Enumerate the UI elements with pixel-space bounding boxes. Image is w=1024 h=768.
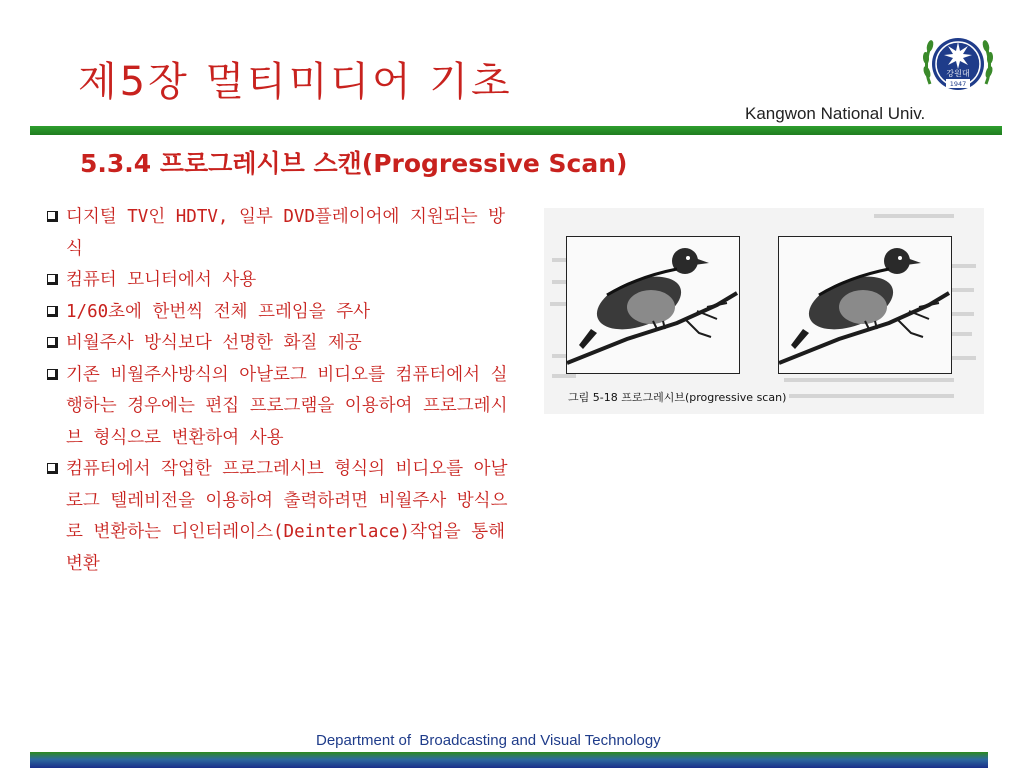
frame-panel-right [778,236,952,374]
checkbox-bullet-icon [47,274,58,285]
checkbox-bullet-icon [47,463,58,474]
checkbox-bullet-icon [47,211,58,222]
list-item [44,454,514,580]
list-item [44,202,514,265]
list-item [44,328,514,360]
footer-bar [30,752,988,768]
university-name: Kangwon National Univ. [745,104,926,123]
header-divider [30,126,1002,135]
department-footer: Department of Broadcasting and Visual Technology [316,732,661,749]
list-item [44,265,514,297]
logo-year: 1947 [949,80,967,88]
bullet-text: 기존 비월주사방식의 아날로그 비디오를 컴퓨터에서 실행하는 경우에는 편집 프로그램을 이용하여 프로그레시브 형식으로 변환하여 사용 [66,364,508,448]
frame-panel-left [566,236,740,374]
logo-name: 강원대 [946,69,970,78]
figure-caption: 그림 5-18 프로그레시브(progressive scan) [565,389,789,405]
checkbox-bullet-icon [47,337,58,348]
bird-illustration [779,237,951,373]
bullet-list [44,202,514,580]
bullet-text: 디지털 TV인 HDTV, 일부 DVD플레이어에 지원되는 방식 [66,207,506,259]
checkbox-bullet-icon [47,369,58,380]
section-title: 5.3.4 프로그레시브 스캔(Progressive Scan) [80,149,628,178]
slide-title: 제5장 멀티미디어 기초 [78,59,513,105]
list-item [44,360,514,455]
bullet-text: 컴퓨터에서 작업한 프로그레시브 형식의 비디오를 아날로그 텔레비전을 이용하여 출력하려면 비월주사 방식으로 변환하는 디인터레이스(Deinterlace)작업을 통해 변환 [66,459,508,574]
university-logo [918,24,998,104]
bullet-text: 비월주사 방식보다 선명한 화질 제공 [66,333,362,353]
bullet-text: 컴퓨터 모니터에서 사용 [66,270,257,290]
progressive-scan-figure [544,208,984,414]
checkbox-bullet-icon [47,306,58,317]
bird-illustration [567,237,739,373]
list-item [44,297,514,329]
bullet-text: 1/60초에 한번씩 전체 프레임을 주사 [66,301,371,322]
